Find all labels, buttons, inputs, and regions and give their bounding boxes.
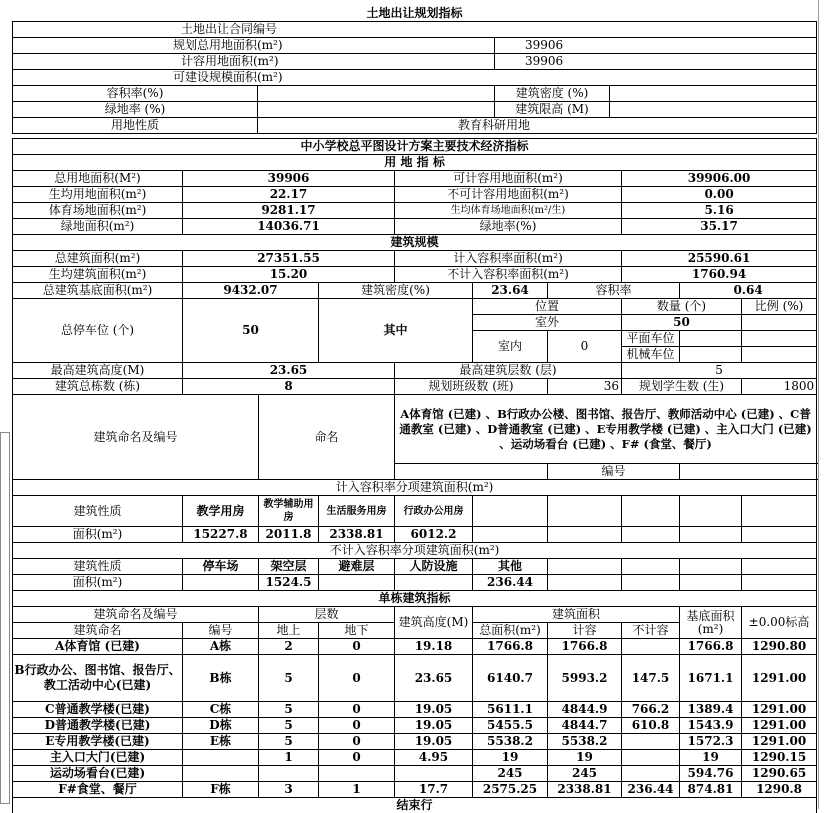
building-up: 5 [259,655,319,702]
building-base: 1671.1 [680,655,742,702]
sh-below: 地下 [319,623,395,639]
sh-area: 建筑面积 [473,607,680,623]
building-up: 5 [259,734,319,750]
building-code [183,766,259,782]
building-row [13,750,817,766]
parking-indoor-label: 室内 [473,331,548,363]
background-window-fragment [0,432,10,804]
nonfar-split-nature-label: 建筑性质 [13,559,183,575]
building-down: 0 [319,655,395,702]
per-student-value: 15.20 [183,267,395,283]
non-far-label: 不计入容积率面积(m²) [395,267,622,283]
max-floors-label: 最高建筑层数 (层) [395,363,622,379]
building-nf [622,639,680,655]
building-base: 19 [680,750,742,766]
classes-label: 规划班级数 (班) [395,379,548,395]
nonfar-split-col: 人防设施 [395,559,473,575]
nonfar-split-value: 1524.5 [259,575,319,591]
max-height-value: 23.65 [183,363,395,379]
building-tot: 245 [473,766,548,782]
building-far: 1766.8 [548,639,622,655]
sh-name: 建筑命名 [13,623,183,639]
site-row [13,171,817,187]
nonfar-split-value [395,575,473,591]
far-label: 容积率(%) [13,86,258,102]
site-value: 0.00 [622,187,817,203]
building-up: 2 [259,639,319,655]
max-height-label: 最高建筑高度(M) [13,363,183,379]
building-far: 4844.7 [548,718,622,734]
building-row [13,734,817,750]
site-value: 22.17 [183,187,395,203]
building-nf [622,750,680,766]
parking-flat-label: 平面车位 [622,331,680,347]
density-value: 23.64 [473,283,548,299]
site-row [13,203,817,219]
countable-area-value: 39906 [495,54,817,70]
height-limit-label: 建筑限高 (M) [495,102,610,118]
parking-indoor-value: 0 [548,331,622,363]
building-tot: 19 [473,750,548,766]
nonfar-split-col: 其他 [473,559,548,575]
green-label: 绿地率 (%) [13,102,258,118]
parking-ratio-header: 比例 (%) [742,299,817,315]
far-split-col: 行政办公用房 [395,496,473,527]
naming-code-label: 编号 [548,464,680,480]
naming-label: 建筑命名及编号 [13,395,259,480]
building-nf [622,734,680,750]
land-transfer-table [12,6,817,134]
base-area-label: 总建筑基底面积(m²) [13,283,183,299]
far-split-nature-label: 建筑性质 [13,496,183,527]
total-build-area-value: 27351.55 [183,251,395,267]
far-split-value: 15227.8 [183,527,259,543]
scale-heading: 建筑规模 [13,235,817,251]
building-tot: 5455.5 [473,718,548,734]
building-h: 19.05 [395,718,473,734]
nonfar-split-col: 架空层 [259,559,319,575]
base-area-value: 9432.07 [183,283,319,299]
tech-econ-title: 中小学校总平图设计方案主要技术经济指标 [13,139,817,155]
total-area-value: 39906 [495,38,817,54]
building-up: 3 [259,782,319,798]
building-row [13,702,817,718]
building-far: 19 [548,750,622,766]
sh-code: 编号 [183,623,259,639]
building-h: 19.05 [395,702,473,718]
building-code [183,750,259,766]
building-h: 23.65 [395,655,473,702]
countable-area-label: 计容用地面积(m²) [13,54,495,70]
density-label: 建筑密度(%) [319,283,473,299]
site-label: 绿地面积(m²) [13,219,183,235]
building-down: 0 [319,639,395,655]
building-elev: 1290.80 [742,639,817,655]
far-split-heading: 计入容积率分项建筑面积(m²) [13,480,817,496]
far-split-value: 2338.81 [319,527,395,543]
site-label: 不可计容用地面积(m²) [395,187,622,203]
nonfar-split-value: 236.44 [473,575,548,591]
far-split-col: 教学辅助用房 [259,496,319,527]
building-code: E栋 [183,734,259,750]
building-down: 0 [319,702,395,718]
bldg-count-label: 建筑总栋数 (栋) [13,379,183,395]
far-area-label: 计入容积率面积(m²) [395,251,622,267]
nonfar-split-value [319,575,395,591]
site-value: 14036.71 [183,219,395,235]
building-far: 5538.2 [548,734,622,750]
building-base: 594.76 [680,766,742,782]
site-row [13,187,817,203]
sh-elev: ±0.00标高 [742,607,817,639]
max-floors-value: 5 [622,363,817,379]
building-name: 运动场看台(已建) [13,766,183,782]
density-label: 建筑密度 (%) [495,86,610,102]
building-code: A栋 [183,639,259,655]
building-code: B栋 [183,655,259,702]
building-h: 19.18 [395,639,473,655]
building-down: 0 [319,734,395,750]
building-tot: 6140.7 [473,655,548,702]
building-row [13,766,817,782]
background-divider [818,0,819,809]
sh-nonfar: 不计容 [622,623,680,639]
building-down: 0 [319,750,395,766]
site-label: 体育场地面积(m²) [13,203,183,219]
parking-count-header: 数量 (个) [622,299,742,315]
building-h: 4.95 [395,750,473,766]
building-base: 1389.4 [680,702,742,718]
total-build-area-label: 总建筑面积(m²) [13,251,183,267]
nonfar-split-col: 避难层 [319,559,395,575]
non-far-value: 1760.94 [622,267,817,283]
sh-height: 建筑高度(M) [395,607,473,639]
building-tot: 5611.1 [473,702,548,718]
building-base: 1543.9 [680,718,742,734]
building-elev: 1291.00 [742,718,817,734]
building-name: E专用教学楼(已建) [13,734,183,750]
far-value: 0.64 [680,283,817,299]
buildable-area-label: 可建设规模面积(m²) [13,70,817,86]
land-use-label: 用地性质 [13,118,258,134]
building-tot: 2575.25 [473,782,548,798]
parking-outdoor-value: 50 [622,315,742,331]
sh-far: 计容 [548,623,622,639]
building-elev: 1291.00 [742,702,817,718]
end-row-label: 结束行 [13,798,817,813]
nonfar-split-area-label: 面积(m²) [13,575,183,591]
site-value: 39906 [183,171,395,187]
building-code: D栋 [183,718,259,734]
building-far: 2338.81 [548,782,622,798]
far-split-area-label: 面积(m²) [13,527,183,543]
building-tot: 5538.2 [473,734,548,750]
building-code: F栋 [183,782,259,798]
parking-among-label: 其中 [319,299,473,363]
building-code: C栋 [183,702,259,718]
building-up: 5 [259,702,319,718]
building-base: 1766.8 [680,639,742,655]
total-area-label: 规划总用地面积(m²) [13,38,495,54]
parking-outdoor-label: 室外 [473,315,622,331]
site-value: 5.16 [622,203,817,219]
site-heading: 用 地 指 标 [13,155,817,171]
building-nf: 236.44 [622,782,680,798]
building-names-text: A体育馆 (已建) 、B行政办公楼、图书馆、报告厅、教师活动中心 (已建) 、C普通教室 (已建) 、D普通教室 (已建) 、E专用教学楼 (已建) 、主入口大门 (已建) 、运动场看台 (已建) 、F# (食堂、餐厅) [395,395,817,464]
site-label: 生均体育场地面积(m²/生) [395,203,622,219]
far-split-col: 教学用房 [183,496,259,527]
parking-label: 总停车位 (个) [13,299,183,363]
far-area-value: 25590.61 [622,251,817,267]
building-h: 19.05 [395,734,473,750]
building-h: 17.7 [395,782,473,798]
sh-base: 基底面积(m²) [680,607,742,639]
site-value: 39906.00 [622,171,817,187]
site-label: 绿地率(%) [395,219,622,235]
far-split-value: 6012.2 [395,527,473,543]
site-row [13,219,817,235]
building-down: 0 [319,718,395,734]
building-nf [622,766,680,782]
building-row [13,639,817,655]
far-split-col: 生活服务用房 [319,496,395,527]
parking-value: 50 [183,299,319,363]
building-nf: 766.2 [622,702,680,718]
building-up [259,766,319,782]
contract-no-label: 土地出让合同编号 [13,22,817,38]
building-elev: 1290.15 [742,750,817,766]
far-split-value: 2011.8 [259,527,319,543]
single-heading: 单栋建筑指标 [13,591,817,607]
site-label: 可计容用地面积(m²) [395,171,622,187]
building-far: 245 [548,766,622,782]
building-tot: 1766.8 [473,639,548,655]
site-value: 35.17 [622,219,817,235]
building-far: 4844.9 [548,702,622,718]
land-use-value: 教育科研用地 [258,118,817,134]
building-base: 1572.3 [680,734,742,750]
building-elev: 1290.8 [742,782,817,798]
building-h [395,766,473,782]
far-label: 容积率 [548,283,680,299]
naming-name-label: 命名 [259,395,395,480]
sh-floors: 层数 [259,607,395,623]
per-student-label: 生均建筑面积(m²) [13,267,183,283]
nonfar-split-heading: 不计入容积率分项建筑面积(m²) [13,543,817,559]
building-name: C普通教学楼(已建) [13,702,183,718]
building-up: 1 [259,750,319,766]
students-value: 1800 [742,379,817,395]
tech-econ-table [12,138,817,813]
nonfar-split-col: 停车场 [183,559,259,575]
building-nf: 610.8 [622,718,680,734]
building-row [13,718,817,734]
building-name: A体育馆 (已建) [13,639,183,655]
land-transfer-title: 土地出让规划指标 [13,6,817,22]
nonfar-split-value [183,575,259,591]
building-elev: 1290.65 [742,766,817,782]
parking-position-header: 位置 [473,299,622,315]
building-name: 主入口大门(已建) [13,750,183,766]
building-row [13,782,817,798]
building-down: 1 [319,782,395,798]
sh-above: 地上 [259,623,319,639]
building-far: 5993.2 [548,655,622,702]
building-nf: 147.5 [622,655,680,702]
students-label: 规划学生数 (生) [622,379,742,395]
building-base: 874.81 [680,782,742,798]
building-row [13,655,817,702]
building-down [319,766,395,782]
classes-value: 36 [548,379,622,395]
building-name: D普通教学楼(已建) [13,718,183,734]
building-name: F#食堂、餐厅 [13,782,183,798]
building-elev: 1291.00 [742,655,817,702]
parking-mech-label: 机械车位 [622,347,680,363]
building-up: 5 [259,718,319,734]
building-elev: 1291.00 [742,734,817,750]
site-value: 9281.17 [183,203,395,219]
site-label: 生均用地面积(m²) [13,187,183,203]
building-name: B行政办公、图书馆、报告厅、教工活动中心(已建) [13,655,183,702]
bldg-count-value: 8 [183,379,395,395]
sh-name-code: 建筑命名及编号 [13,607,259,623]
site-label: 总用地面积(M²) [13,171,183,187]
sh-total: 总面积(m²) [473,623,548,639]
